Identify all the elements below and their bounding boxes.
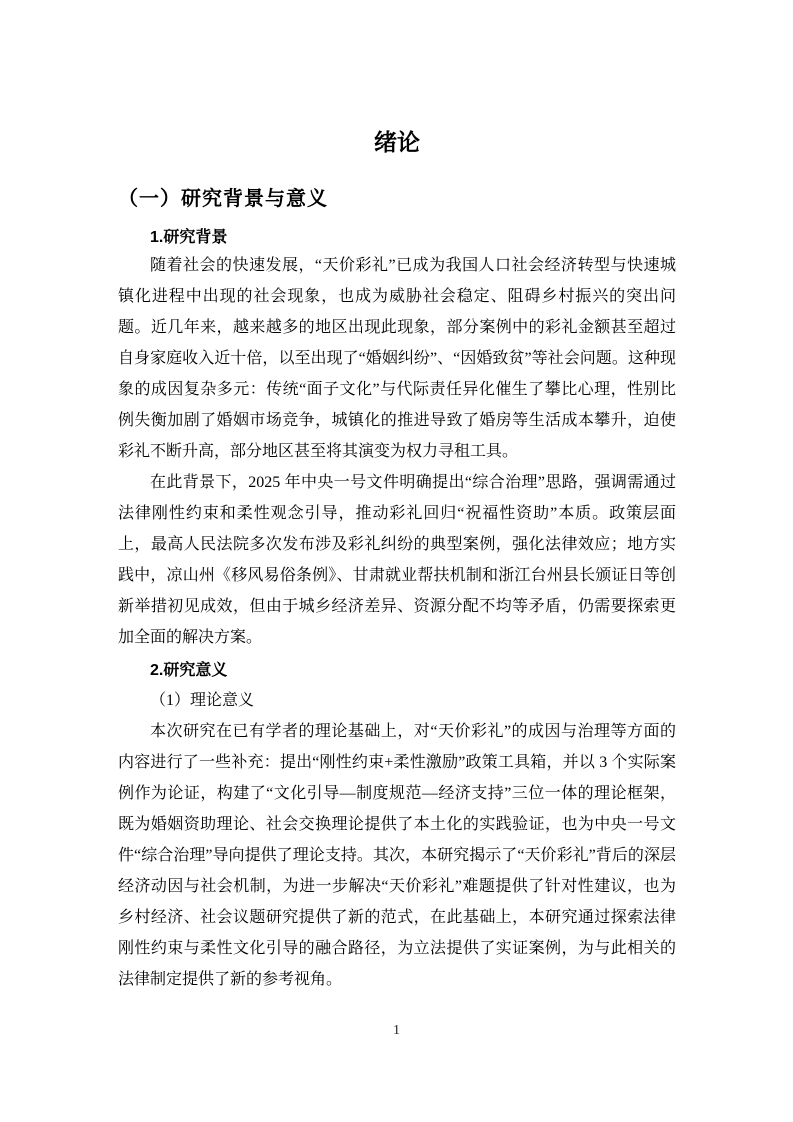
paragraph-background-1: 随着社会的快速发展，“天价彩礼”已成为我国人口社会经济转型与快速城镇化进程中出现的社会现象，也成为威胁社会稳定、阻碍乡村振兴的突出问题。近几年来，越来越多的地区出现此现象，部分案例中的彩礼金额甚至超过自身家庭收入近十倍，以至出现了“婚姻纠纷”、“因婚致贫”等社会问题。这种现象的成因复杂多元：传统“面子文化”与代际责任异化催生了攀比心理，性别比例失衡加剧了婚姻市场竞争，城镇化的推进导致了婚房等生活成本攀升，迫使彩礼不断升高，部分地区甚至将其演变为权力寻租工具。 (118, 257, 676, 460)
section-heading: （一）研究背景与意义 (118, 188, 328, 210)
document-title: 绪论 (374, 129, 420, 155)
subsection-heading-research-background: 1.研究背景 (150, 229, 228, 246)
paragraph-background-2: 在此背景下，2025 年中央一号文件明确提出“综合治理”思路，强调需通过法律刚性约束和柔性观念引导，推动彩礼回归“祝福性资助”本质。政策层面上，最高人民法院多次发布涉及彩礼纠纷的典型案例，强化法律效应；地方实践中，凉山州《移风易俗条例》、甘肃就业帮扶机制和浙江台州县长颁证日等创新举措初见成效，但由于城乡经济差异、资源分配不均等矛盾，仍需要探索更加全面的解决方案。 (118, 474, 676, 646)
item-heading-theoretical-significance: （1）理论意义 (150, 692, 255, 709)
page-content (118, 0, 676, 995)
subsection-heading-research-significance: 2.研究意义 (150, 662, 228, 679)
page-number: 1 (393, 1023, 400, 1038)
paragraph-significance-1: 本次研究在已有学者的理论基础上，对“天价彩礼”的成因与治理等方面的内容进行了一些补充：提出“刚性约束+柔性激励”政策工具箱，并以 3 个实际案例作为论证，构建了“文化引导—制度规范—经济支持”三位一体的理论框架，既为婚姻资助理论、社会交换理论提供了本土化的实践验证，也为中央一号文件“综合治理”导向提供了理论支持。其次，本研究揭示了“天价彩礼”背后的深层经济动因与社会机制，为进一步解决“天价彩礼”难题提供了针对性建议，也为乡村经济、社会议题研究提供了新的范式，在此基础上，本研究通过探索法律刚性约束与柔性文化引导的融合路径，为立法提供了实证案例，为与此相关的法律制定提供了新的参考视角。 (118, 723, 676, 988)
